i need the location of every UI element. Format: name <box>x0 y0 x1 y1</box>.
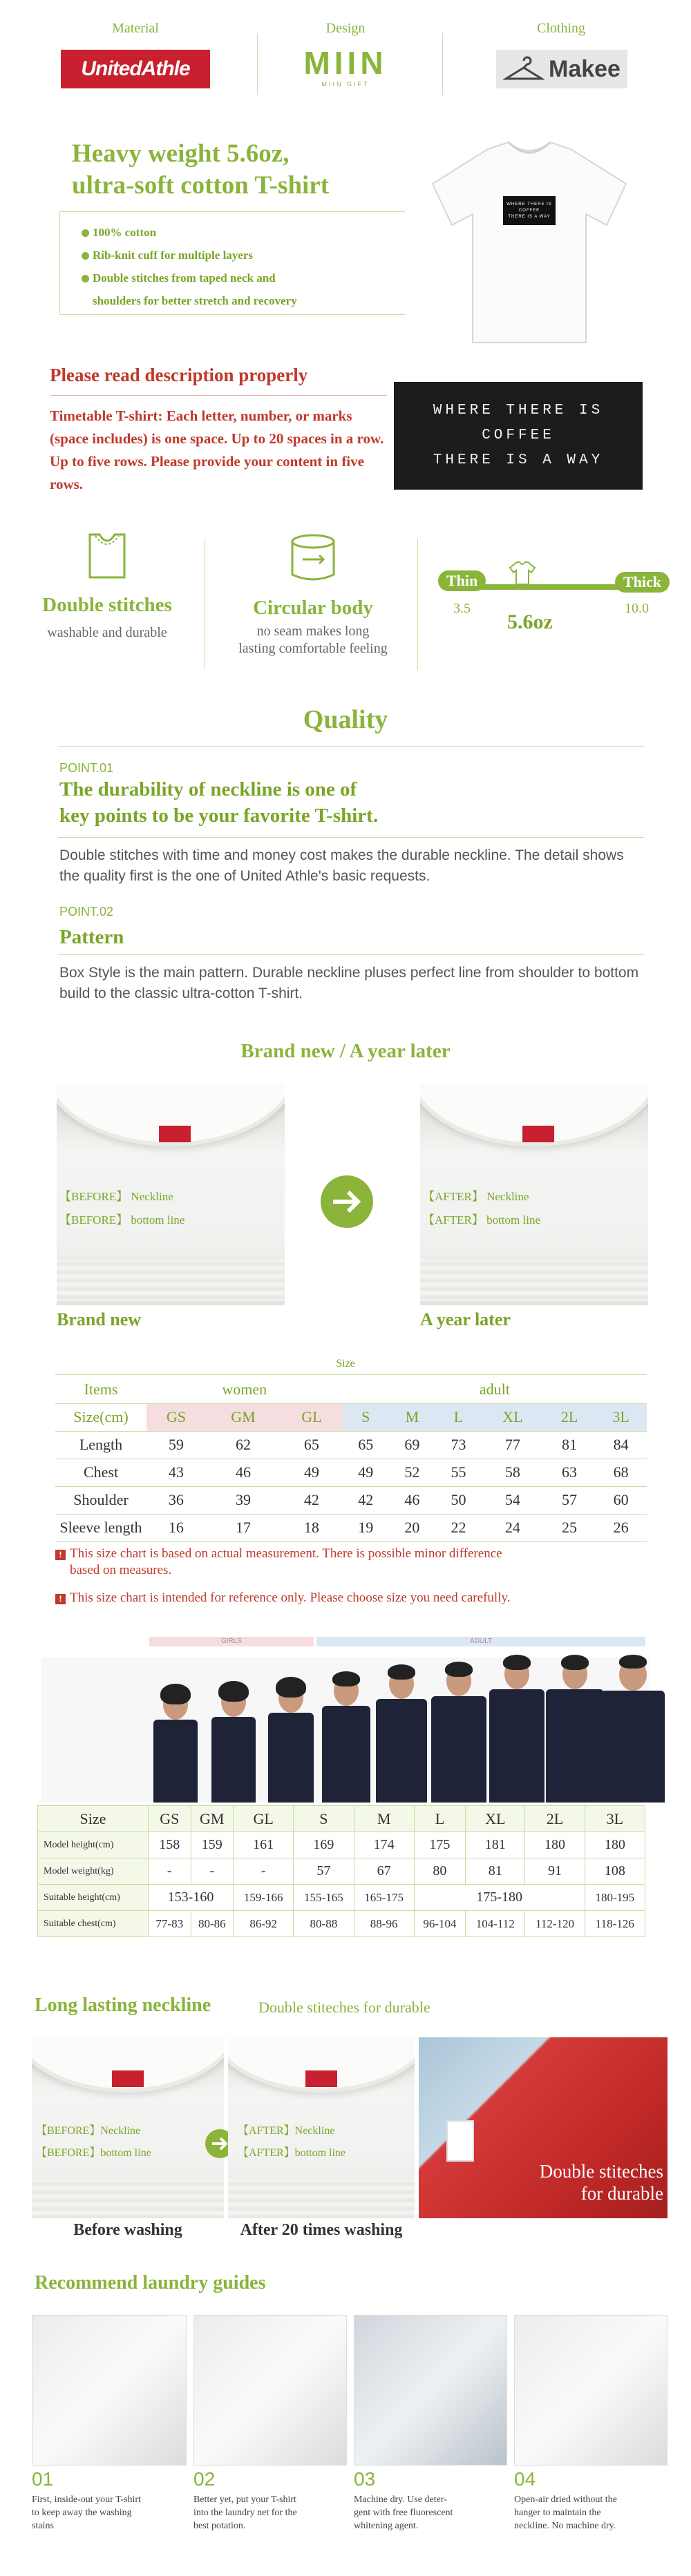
cell: 80 <box>414 1858 465 1885</box>
circular-body-icon <box>286 532 340 587</box>
cell: 169 <box>294 1832 354 1858</box>
after-washing-caption: After 20 times washing <box>240 2221 403 2239</box>
step-text <box>193 2493 332 2532</box>
cell: 158 <box>149 1832 191 1858</box>
row-label: Chest <box>55 1459 146 1486</box>
cell: 46 <box>389 1486 435 1514</box>
fit-header: L <box>414 1806 465 1832</box>
row-label: Model weight(kg) <box>38 1858 149 1885</box>
cell: 60 <box>595 1486 647 1514</box>
step-number: 03 <box>354 2468 376 2490</box>
shirt-print-line: COFFEE <box>518 209 540 213</box>
cell: 84 <box>595 1431 647 1459</box>
promo-line: Double stiteches <box>539 2161 663 2182</box>
size-header: 2L <box>544 1403 596 1431</box>
notice-text: Timetable T-shirt: Each letter, number, or marks (space includes) is one space. Up to 20 spaces in a row. Up to five rows. Please provide your content in five rows. <box>50 407 384 492</box>
step-number: 02 <box>193 2468 216 2490</box>
clothing-label: Clothing <box>536 21 585 36</box>
cell: 175-180 <box>414 1885 585 1911</box>
design-label: Design <box>325 21 366 36</box>
size-header: M <box>389 1403 435 1431</box>
notice-rule <box>50 395 387 396</box>
circular-body-sub <box>213 623 413 657</box>
size-header: XL <box>482 1403 544 1431</box>
weight-value: 5.6oz <box>507 611 553 633</box>
brand-new-caption: Brand new <box>57 1309 142 1329</box>
cell: 62 <box>206 1431 281 1459</box>
letter-board <box>394 382 643 490</box>
step-text <box>32 2493 170 2532</box>
laundry-photo <box>514 2315 668 2466</box>
divider <box>417 539 418 670</box>
laundry-title: Recommend laundry guides <box>35 2272 266 2294</box>
cell: 69 <box>389 1431 435 1459</box>
promo-line: for durable <box>580 2183 663 2204</box>
quality-rule <box>58 746 644 747</box>
after-neck-label: 【AFTER】 Neckline <box>423 1190 529 1203</box>
point1-rule <box>58 837 644 838</box>
warning-icon: ! <box>55 1550 66 1560</box>
step-text-line: First, inside-out your T-shirt <box>32 2495 141 2505</box>
thin-value: 3.5 <box>453 601 471 616</box>
makee-logo <box>496 50 627 88</box>
step-number: 01 <box>32 2468 54 2490</box>
shirt-print-line: THERE IS A WAY <box>508 215 551 219</box>
cell: 96-104 <box>414 1911 465 1937</box>
cell: 108 <box>585 1858 645 1885</box>
product-title <box>72 138 390 202</box>
cell: 180 <box>525 1832 585 1858</box>
step-text-line: whitening agent. <box>354 2521 419 2531</box>
size-chart-caption: Size <box>336 1358 355 1369</box>
cell: 39 <box>206 1486 281 1514</box>
fit-header: XL <box>466 1806 525 1832</box>
cell: 54 <box>482 1486 544 1514</box>
tshirt-product-image <box>426 135 633 349</box>
size-header: L <box>435 1403 482 1431</box>
step-text-line: Better yet, put your T-shirt <box>193 2495 296 2505</box>
cell: 175 <box>414 1832 465 1858</box>
board-line: WHERE THERE IS <box>433 403 604 419</box>
table-row <box>55 1431 647 1459</box>
hanger-icon <box>503 55 545 83</box>
divider <box>442 33 443 95</box>
cell: 25 <box>544 1514 596 1541</box>
cell: 91 <box>525 1858 585 1885</box>
cell: 174 <box>354 1832 414 1858</box>
miin-logo <box>296 46 395 88</box>
model-figure <box>211 1717 256 1803</box>
row-label: Suitable chest(cm) <box>38 1911 149 1937</box>
cell: 77 <box>482 1431 544 1459</box>
items-header: Items <box>55 1376 146 1403</box>
cell: 43 <box>146 1459 206 1486</box>
size-note-1-cont: based on measures. <box>70 1563 172 1577</box>
before-washing-caption: Before washing <box>73 2221 182 2239</box>
cell: 46 <box>206 1459 281 1486</box>
neckline-title: Long lasting neckline <box>35 1995 211 2016</box>
point1-label: POINT.01 <box>59 761 114 775</box>
circular-body-title: Circular body <box>253 597 373 619</box>
table-rule <box>55 1374 647 1375</box>
cell: 55 <box>435 1459 482 1486</box>
cell: 165-175 <box>354 1885 414 1911</box>
step-text-line: hanger to maintain the <box>514 2508 601 2518</box>
cell: 80-86 <box>191 1911 234 1937</box>
model-figure <box>489 1689 545 1803</box>
women-header: women <box>146 1376 343 1403</box>
feature-item: Rib-knit cuff for multiple layers <box>93 249 254 262</box>
model-figure <box>546 1689 604 1803</box>
feature-item: 100% cotton <box>93 226 157 239</box>
step-text <box>514 2493 652 2532</box>
adult-band: ADULT <box>316 1637 645 1646</box>
size-note-2 <box>55 1590 510 1606</box>
fit-header: GL <box>234 1806 294 1832</box>
model-figure <box>322 1706 370 1803</box>
cell: 88-96 <box>354 1911 414 1937</box>
before-bottom-label: 【BEFORE】 bottom line <box>59 1213 185 1227</box>
size-header: GM <box>206 1403 281 1431</box>
step-text-line: gent with free fluorescent <box>354 2508 453 2518</box>
cell: 65 <box>343 1431 389 1459</box>
cell: 50 <box>435 1486 482 1514</box>
cell: 17 <box>206 1514 281 1541</box>
step-text-line: best potation. <box>193 2521 246 2531</box>
tshirt-icon <box>509 561 536 586</box>
feature-item: shoulders for better stretch and recovery <box>93 294 297 307</box>
model-figure <box>268 1713 314 1803</box>
circular-body-sub-line: no seam makes long <box>256 624 370 639</box>
warning-icon: ! <box>55 1594 66 1604</box>
size-header: GS <box>146 1403 206 1431</box>
united-athle-logo: UnitedAthle <box>61 50 210 88</box>
fit-table <box>37 1805 645 1937</box>
model-figure <box>601 1691 665 1803</box>
size-row-label: Size(cm) <box>55 1403 146 1431</box>
before-neck-label: 【BEFORE】Neckline <box>36 2125 141 2137</box>
product-title-line2: ultra-soft cotton T-shirt <box>72 171 330 200</box>
row-label: Model height(cm) <box>38 1832 149 1858</box>
cell: 42 <box>343 1486 389 1514</box>
cell: 16 <box>146 1514 206 1541</box>
after-neck-label: 【AFTER】Neckline <box>238 2125 335 2137</box>
size-note-1-text: This size chart is based on actual measurement. There is possible minor difference <box>70 1546 502 1561</box>
double-stitches-sub: washable and durable <box>47 625 167 640</box>
cell: 36 <box>146 1486 206 1514</box>
feature-item: Double stitches from taped neck and <box>93 271 276 285</box>
cell: 58 <box>482 1459 544 1486</box>
cell: 81 <box>544 1431 596 1459</box>
after-bottom-label: 【AFTER】 bottom line <box>423 1213 540 1227</box>
thick-value: 10.0 <box>625 601 649 616</box>
adult-header: adult <box>343 1376 647 1403</box>
before-bottom-label: 【BEFORE】bottom line <box>36 2147 151 2159</box>
point2-label: POINT.02 <box>59 905 114 919</box>
fit-header: GM <box>191 1806 234 1832</box>
model-figure <box>153 1720 198 1803</box>
step-text <box>354 2493 492 2532</box>
fit-header: Size <box>38 1806 149 1832</box>
point1-title-line: The durability of neckline is one of <box>59 778 357 800</box>
table-row <box>38 1832 645 1858</box>
miin-logo-text: MIIN <box>303 45 388 81</box>
bullet-icon <box>82 275 89 282</box>
fit-header: GS <box>149 1806 191 1832</box>
fit-header: 3L <box>585 1806 645 1832</box>
product-title-line1: Heavy weight 5.6oz, <box>72 140 290 168</box>
cell: 49 <box>281 1459 343 1486</box>
cell: 67 <box>354 1858 414 1885</box>
table-row <box>38 1885 645 1911</box>
before-neck-label: 【BEFORE】 Neckline <box>59 1190 173 1203</box>
table-row <box>38 1911 645 1937</box>
step-text-line: Open-air dried without the <box>514 2495 617 2505</box>
laundry-photo <box>193 2315 347 2466</box>
cell: 52 <box>389 1459 435 1486</box>
board-line: COFFEE <box>482 427 555 443</box>
cell: 19 <box>343 1514 389 1541</box>
step-text-line: to keep away the washing <box>32 2508 132 2518</box>
bullet-icon <box>82 229 89 237</box>
fit-header: M <box>354 1806 414 1832</box>
step-text-line: stains <box>32 2521 54 2531</box>
size-header: S <box>343 1403 389 1431</box>
cell: 80-88 <box>294 1911 354 1937</box>
table-row <box>55 1486 647 1514</box>
table-row <box>38 1858 645 1885</box>
year-later-caption: A year later <box>420 1309 511 1329</box>
row-label: Suitable height(cm) <box>38 1885 149 1911</box>
cell: 68 <box>595 1459 647 1486</box>
double-stitches-title: Double stitches <box>42 594 172 616</box>
cell: 49 <box>343 1459 389 1486</box>
cell: 118-126 <box>585 1911 645 1937</box>
label-tag <box>446 2120 474 2162</box>
fit-header: S <box>294 1806 354 1832</box>
cell: 65 <box>281 1431 343 1459</box>
size-header: 3L <box>595 1403 647 1431</box>
cell: 180-195 <box>585 1885 645 1911</box>
size-note-2-text: This size chart is intended for reference only. Please choose size you need carefully. <box>70 1590 511 1605</box>
shirt-print-line: WHERE THERE IS <box>507 202 552 206</box>
fit-header: 2L <box>525 1806 585 1832</box>
step-text-line: Machine dry. Use deter- <box>354 2495 447 2505</box>
after-bottom-label: 【AFTER】bottom line <box>238 2147 346 2159</box>
size-table <box>55 1376 647 1542</box>
point1-title <box>59 776 474 829</box>
arrow-right-icon <box>319 1174 375 1229</box>
cell: 26 <box>595 1514 647 1541</box>
point2-text: Box Style is the main pattern. Durable neckline pluses perfect line from shoulder to bottom build to the classic ultra-cotton T-shirt. <box>59 965 639 1001</box>
cell: - <box>191 1858 234 1885</box>
cell: 57 <box>544 1486 596 1514</box>
point2-title: Pattern <box>59 926 124 948</box>
thick-label: Thick <box>615 572 670 593</box>
cell: 24 <box>482 1514 544 1541</box>
notice-title: Please read description properly <box>50 365 308 385</box>
double-stitch-icon <box>86 532 129 580</box>
size-note-1 <box>55 1546 502 1579</box>
cell: 73 <box>435 1431 482 1459</box>
laundry-photo <box>354 2315 507 2466</box>
board-line: THERE IS A WAY <box>433 452 604 468</box>
row-label: Length <box>55 1431 146 1459</box>
size-header: GL <box>281 1403 343 1431</box>
model-figure <box>376 1699 427 1803</box>
table-row <box>55 1459 647 1486</box>
cell: 22 <box>435 1514 482 1541</box>
girls-band: GIRLS <box>149 1637 314 1646</box>
cell: 59 <box>146 1431 206 1459</box>
neckline-subtitle: Double stiteches for durable <box>258 1999 430 2016</box>
point1-text: Double stitches with time and money cost makes the durable neckline. The detail shows the quality first is the one of United Athle's basic requests. <box>59 847 624 884</box>
step-text-line: neckline. No machine dry. <box>514 2521 616 2531</box>
laundry-photo <box>32 2315 187 2466</box>
compare-title: Brand new / A year later <box>240 1040 451 1062</box>
makee-logo-text: Makee <box>549 56 621 82</box>
cell: - <box>149 1858 191 1885</box>
shirt-print <box>504 202 554 220</box>
cell: 180 <box>585 1832 645 1858</box>
thin-label: Thin <box>438 570 486 591</box>
cell: 57 <box>294 1858 354 1885</box>
cell: 161 <box>234 1832 294 1858</box>
miin-logo-sub: MIIN GIFT <box>321 81 370 88</box>
cell: 112-120 <box>525 1911 585 1937</box>
cell: 159 <box>191 1832 234 1858</box>
step-number: 04 <box>514 2468 536 2490</box>
quality-title: Quality <box>303 705 388 734</box>
step-text-line: into the laundry net for the <box>193 2508 297 2518</box>
cell: 20 <box>389 1514 435 1541</box>
model-figure <box>431 1696 486 1803</box>
table-row <box>55 1514 647 1541</box>
circular-body-sub-line: lasting comfortable feeling <box>238 641 388 656</box>
weight-scale-bar <box>477 584 636 590</box>
cell: 18 <box>281 1514 343 1541</box>
row-label: Shoulder <box>55 1486 146 1514</box>
cell: 155-165 <box>294 1885 354 1911</box>
row-label: Sleeve length <box>55 1514 146 1541</box>
cell: 104-112 <box>466 1911 525 1937</box>
cell: 42 <box>281 1486 343 1514</box>
point1-title-line: key points to be your favorite T-shirt. <box>59 805 379 827</box>
cell: 181 <box>466 1832 525 1858</box>
cell: 159-166 <box>234 1885 294 1911</box>
promo-text <box>419 2160 663 2204</box>
material-label: Material <box>112 21 159 36</box>
bullet-icon <box>82 252 89 260</box>
point2-rule <box>58 954 644 955</box>
divider <box>257 33 258 95</box>
cell: 153-160 <box>149 1885 234 1911</box>
cell: - <box>234 1858 294 1885</box>
cell: 86-92 <box>234 1911 294 1937</box>
cell: 81 <box>466 1858 525 1885</box>
cell: 77-83 <box>149 1911 191 1937</box>
cell: 63 <box>544 1459 596 1486</box>
